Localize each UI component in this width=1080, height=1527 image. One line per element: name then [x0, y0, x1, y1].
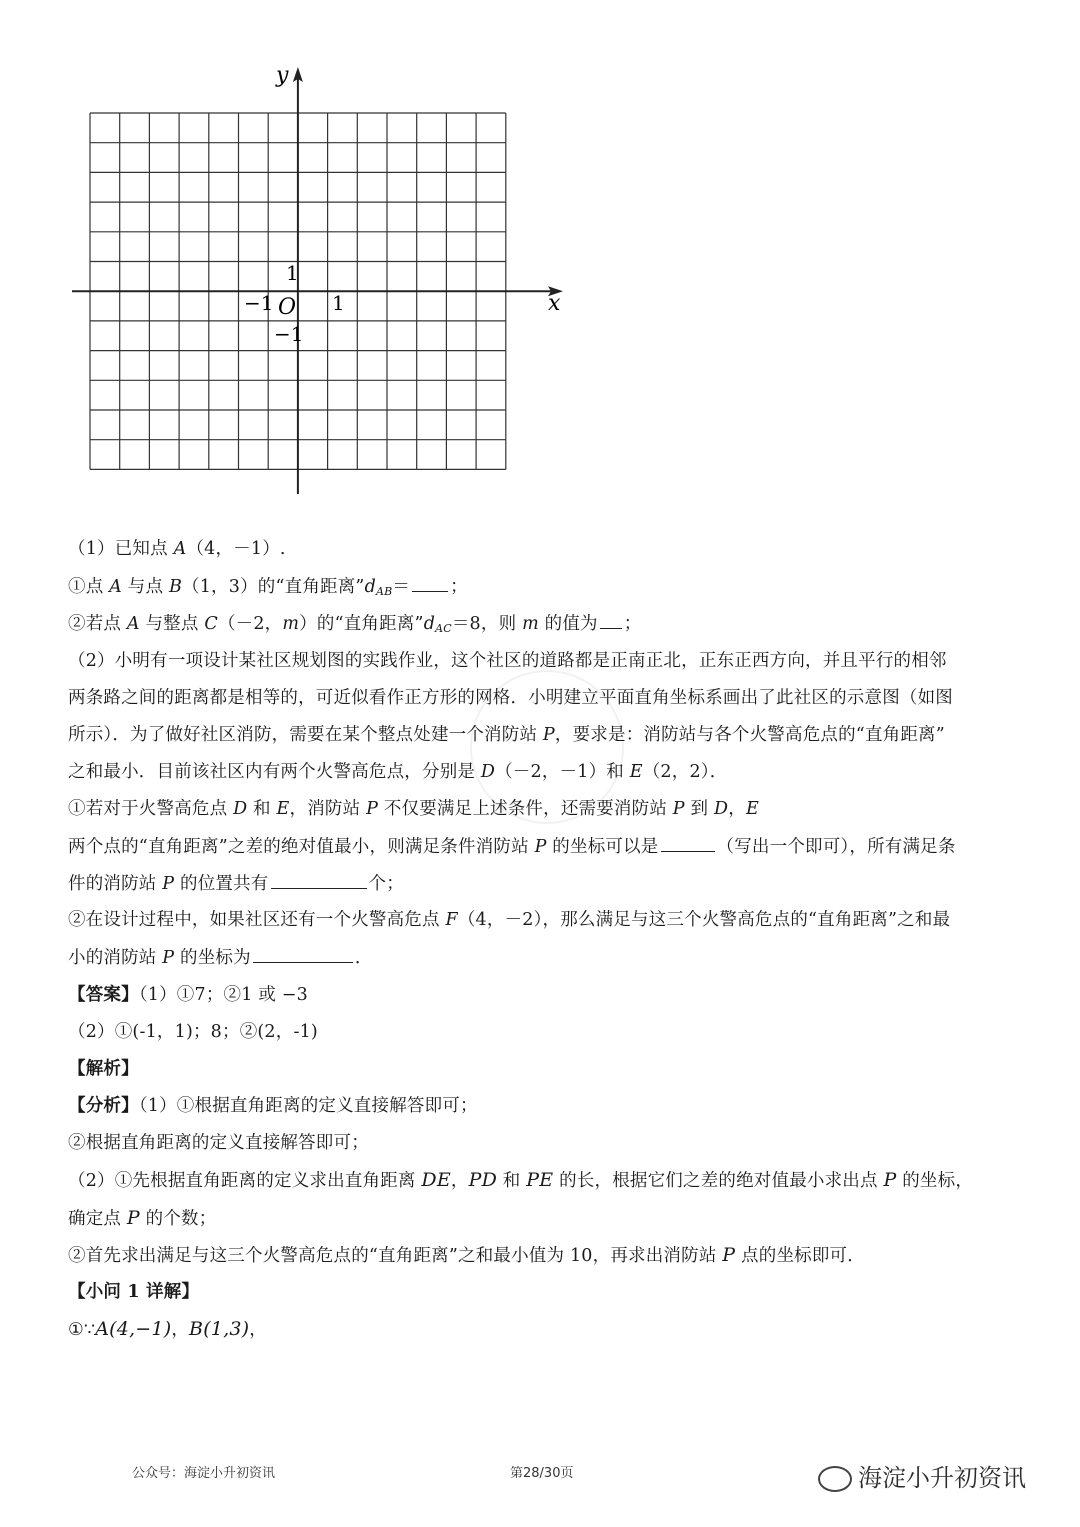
q2-line-7: 件的消防站 P 的位置共有 个；: [68, 874, 404, 894]
tick-label-y-negative: −1: [274, 322, 304, 346]
q2-line-8: ②在设计过程中，如果社区还有一个火警高危点 F（4，－2），那么满足与这三个火警高危点的“直角距离”之和最: [68, 910, 951, 930]
brand-watermark: 海淀小升初资讯: [818, 1458, 1026, 1493]
q2-line-4: 之和最小．目前该社区内有两个火警高危点，分别是 D（－2，－1）和 E（2，2）．: [68, 762, 728, 782]
y-axis-label: y: [276, 63, 289, 88]
wechat-icon: [818, 1466, 852, 1492]
detail-line-1: ①∵A(4,−1)，B(1,3)，: [68, 1318, 267, 1340]
footer-account: 公众号：海淀小升初资讯: [132, 1466, 276, 1481]
coordinate-grid-figure: [60, 58, 580, 503]
answer-blank: [600, 612, 622, 629]
detail-tag: 【小问 1 详解】: [68, 1282, 200, 1302]
footer-page-number: 第28/30页: [510, 1466, 574, 1481]
axes: [72, 67, 563, 494]
q2-line-6: 两个点的“直角距离”之差的绝对值最小，则满足条件消防站 P 的坐标可以是 （写出一个即可），所有满足条: [68, 837, 956, 857]
answer-tag: 【答案】: [68, 985, 139, 1005]
answer-blank: [661, 835, 715, 852]
answer-line-1: 【答案】（1）①7；②1 或 −3: [68, 985, 308, 1005]
analysis-tag: 【解析】: [68, 1059, 139, 1079]
origin-label: O: [278, 295, 297, 320]
tick-label-y-positive: 1: [286, 261, 299, 285]
analysis-line-2: ②根据直角距离的定义直接解答即可；: [68, 1133, 369, 1153]
q2-line-9: 小的消防站 P 的坐标为 ．: [68, 948, 373, 968]
q1-part2: ②若点 A 与整点 C（－2，m）的“直角距离$”d_{AC}=8$，则 m 的值为 ；: [68, 614, 642, 635]
q2-line-1: （2）小明有一项设计某社区规划图的实践作业，这个社区的道路都是正南正北，正东正西方向，并且平行的相邻: [68, 651, 947, 671]
q2-line-3: 所示）．为了做好社区消防，需要在某个整点处建一个消防站 P，要求是：消防站与各个火警高危点的“直角距离”: [68, 725, 945, 745]
answer-line-2: （2）①(-1，1)；8；②(2，-1): [68, 1022, 318, 1042]
analysis-line-5: ②首先求出满足与这三个火警高危点的“直角距离”之和最小值为 10，再求出消防站 P 点的坐标即可．: [68, 1244, 865, 1266]
analysis-line-1: 【分析】（1）①根据直角距离的定义直接解答即可；: [68, 1096, 478, 1116]
tick-label-x-negative: −1: [244, 291, 274, 315]
q2-line-2: 两条路之间的距离都是相等的，可近似看作正方形的网格．小明建立平面直角坐标系画出了此社区的示意图（如图: [68, 688, 953, 708]
x-axis-label: x: [548, 291, 561, 316]
q1-part1: ①点 A 与点 B（1，3）的“直角距离$”d_{AB}=$ ；: [68, 577, 468, 598]
fenxi-tag: 【分析】: [68, 1096, 139, 1116]
q1-intro: （1）已知点 A（4，－1）.: [68, 539, 286, 559]
analysis-line-4: 确定点 P 的个数；: [68, 1207, 217, 1229]
tick-label-x-positive: 1: [332, 291, 345, 315]
answer-blank: [412, 575, 448, 592]
answer-blank: [253, 946, 353, 963]
q2-line-5: ①若对于火警高危点 D 和 E，消防站 P 不仅要满足上述条件，还需要消防站 P 到 D，E: [68, 799, 759, 819]
analysis-line-3: （2）①先根据直角距离的定义求出直角距离 DE，PD 和 PE 的长，根据它们之差的绝对值最小求出点 P 的坐标，: [68, 1169, 974, 1191]
answer-blank: [271, 872, 367, 889]
